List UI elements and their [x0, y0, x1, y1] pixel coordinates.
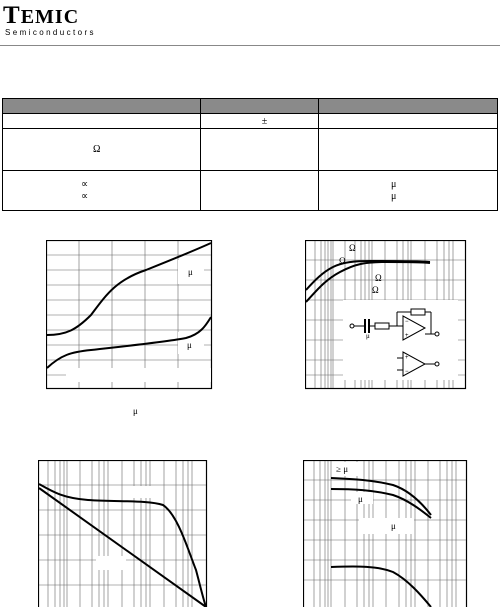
cell-line: ∝ — [81, 190, 89, 202]
chart-top-left — [46, 240, 213, 390]
cell-line: ∝ — [81, 178, 89, 190]
curve-label-top: ≥ μ — [336, 464, 349, 474]
resistor-label-3: Ω — [375, 273, 382, 283]
logo-rest: EMIC — [20, 6, 80, 28]
table-cell — [3, 114, 201, 129]
header-cell-3 — [319, 99, 498, 114]
cell-line: μ — [391, 190, 397, 202]
table-cell — [201, 171, 319, 211]
cell-line: μ — [391, 178, 397, 190]
table-row — [3, 114, 498, 129]
table-cell: Ω — [3, 129, 201, 171]
svg-text:+: + — [405, 333, 409, 339]
logo-subtitle: Semiconductors — [5, 28, 96, 37]
header-rule — [0, 45, 500, 46]
svg-text:+: + — [405, 355, 409, 361]
table-cell — [319, 129, 498, 171]
table-row — [3, 171, 498, 211]
table-cell — [319, 114, 498, 129]
curve-label-upper: μ — [188, 267, 193, 277]
table-cell: ± — [201, 114, 319, 129]
chart-top-right — [305, 240, 467, 390]
curve-label-lower: μ — [187, 340, 192, 350]
svg-text:−: − — [405, 369, 409, 375]
chart-axis-label: μ — [133, 406, 138, 416]
spec-table — [2, 98, 498, 211]
resistor-label-1: Ω — [349, 243, 356, 253]
curve-label-mid: μ — [358, 494, 363, 504]
chart-bottom-right — [303, 460, 468, 607]
resistor-label-4: Ω — [372, 285, 379, 295]
svg-text:−: − — [405, 319, 409, 325]
resistor-label-2: Ω — [339, 256, 346, 266]
chart-bottom-left — [38, 460, 208, 607]
table-cell — [3, 171, 201, 211]
table-cell — [201, 129, 319, 171]
logo-initial: T — [3, 2, 21, 29]
header-cell-1 — [3, 99, 201, 114]
header-cell-2 — [201, 99, 319, 114]
table-header-row — [3, 99, 498, 114]
table-cell — [319, 171, 498, 211]
table-row — [3, 129, 498, 171]
curve-label-low: μ — [391, 521, 396, 531]
capacitor-label: μ — [366, 332, 370, 340]
